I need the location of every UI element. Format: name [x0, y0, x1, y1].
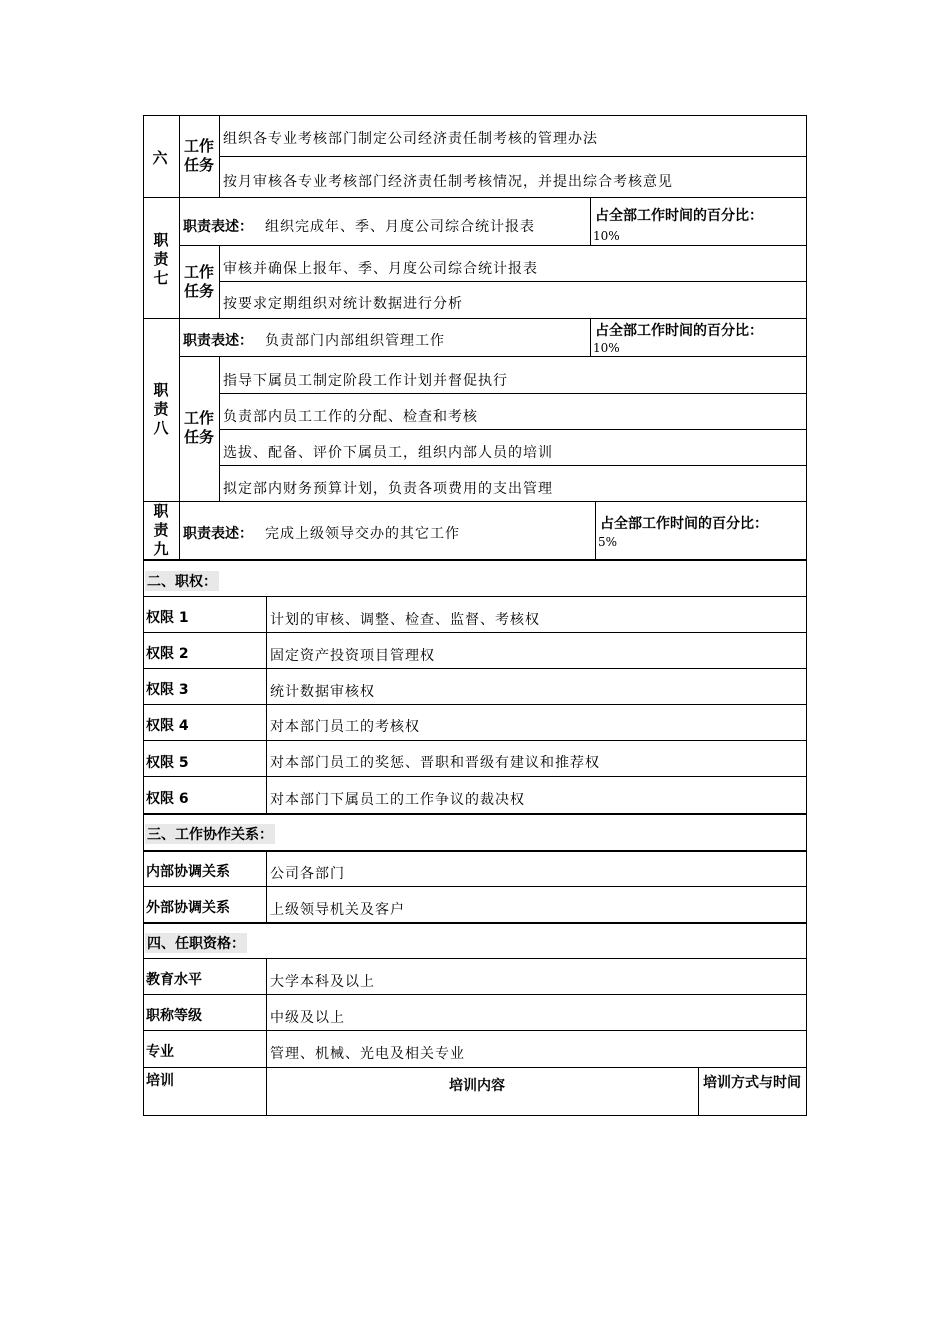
- relations-section-title: 三、工作协作关系：: [145, 824, 275, 844]
- duty-9-label: 职责九: [153, 502, 169, 558]
- duty-9-statement: 完成上级领导交办的其它工作: [265, 526, 460, 542]
- duty-8-task-label: 工作任务: [183, 409, 214, 446]
- training-content-header: 培训内容: [449, 1078, 505, 1094]
- duty-7-percent-label: 占全部工作时间的百分比：: [595, 208, 763, 224]
- table-bottom-border: [143, 1115, 807, 1116]
- relation-value-2: 上级领导机关及客户: [270, 902, 405, 918]
- duty-7-task-1: 审核并确保上报年、季、月度公司综合统计报表: [223, 261, 538, 277]
- authority-value-3: 统计数据审核权: [270, 684, 375, 700]
- duty-9-percent: 5%: [598, 535, 618, 549]
- duty-8-task-1: 指导下属员工制定阶段工作计划并督促执行: [223, 373, 508, 389]
- duty-7-percent: 10%: [593, 229, 620, 243]
- table-top-border: [143, 115, 807, 116]
- table-right-border: [806, 115, 807, 1116]
- relation-label-2: 外部协调关系: [146, 900, 230, 916]
- table-left-border: [143, 115, 144, 1116]
- authority-value-6: 对本部门下属员工的工作争议的裁决权: [270, 792, 525, 808]
- duty-8-percent: 10%: [593, 341, 620, 355]
- qualification-label-2: 职称等级: [146, 1008, 202, 1024]
- training-method-header: 培训方式与时间: [703, 1075, 801, 1091]
- duty-8-task-4: 拟定部内财务预算计划，负责各项费用的支出管理: [223, 481, 553, 497]
- authority-label-6: 权限 6: [146, 791, 189, 807]
- qualification-value-1: 大学本科及以上: [270, 974, 375, 990]
- duty-7-statement: 组织完成年、季、月度公司综合统计报表: [265, 219, 535, 235]
- relation-value-1: 公司各部门: [270, 866, 345, 882]
- qualification-label-1: 教育水平: [146, 972, 202, 988]
- authority-value-4: 对本部门员工的考核权: [270, 719, 420, 735]
- duty-7-label: 职责七: [153, 231, 169, 287]
- duty-8-task-2: 负责部内员工工作的分配、检查和考核: [223, 409, 478, 425]
- authority-label-1: 权限 1: [146, 610, 189, 626]
- authority-section-title: 二、职权：: [145, 571, 219, 591]
- duty-6-task-2: 按月审核各专业考核部门经济责任制考核情况，并提出综合考核意见: [223, 174, 673, 190]
- training-label: 培训: [146, 1073, 174, 1089]
- authority-label-3: 权限 3: [146, 682, 189, 698]
- authority-value-2: 固定资产投资项目管理权: [270, 648, 435, 664]
- authority-value-1: 计划的审核、调整、检查、监督、考核权: [270, 612, 540, 628]
- duty-8-statement: 负责部门内部组织管理工作: [265, 333, 445, 349]
- duty-7-statement-label: 职责表述：: [183, 219, 253, 235]
- authority-label-5: 权限 5: [146, 755, 189, 771]
- duty-6-index: 六: [152, 149, 168, 167]
- duty-9-percent-label: 占全部工作时间的百分比：: [600, 516, 768, 532]
- relation-label-1: 内部协调关系: [146, 864, 230, 880]
- qualification-value-3: 管理、机械、光电及相关专业: [270, 1046, 465, 1062]
- duty-6-task-1: 组织各专业考核部门制定公司经济责任制考核的管理办法: [223, 131, 598, 147]
- qualification-section-title: 四、任职资格：: [145, 933, 247, 953]
- duty-6-task-label: 工作任务: [183, 137, 214, 174]
- authority-label-4: 权限 4: [146, 718, 189, 734]
- duty-7-task-label: 工作任务: [183, 263, 214, 300]
- authority-label-2: 权限 2: [146, 646, 189, 662]
- qualification-value-2: 中级及以上: [270, 1010, 345, 1026]
- qualification-label-3: 专业: [146, 1044, 174, 1060]
- duty-8-task-3: 选拔、配备、评价下属员工，组织内部人员的培训: [223, 445, 553, 461]
- duty-7-task-2: 按要求定期组织对统计数据进行分析: [223, 296, 463, 312]
- duty-8-label: 职责八: [153, 381, 169, 437]
- duty-8-percent-label: 占全部工作时间的百分比：: [595, 323, 763, 339]
- duty-8-statement-label: 职责表述：: [183, 333, 253, 349]
- duty-9-statement-label: 职责表述：: [183, 526, 253, 542]
- authority-value-5: 对本部门员工的奖惩、晋职和晋级有建议和推荐权: [270, 755, 600, 771]
